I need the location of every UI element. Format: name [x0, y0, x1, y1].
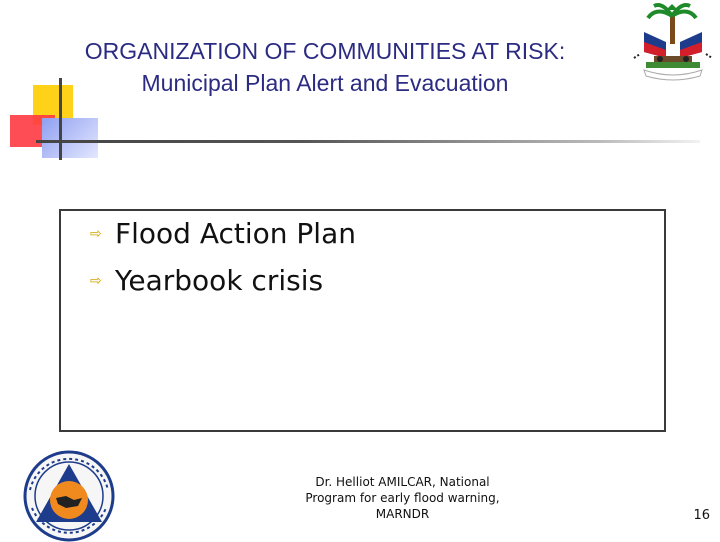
civil-protection-seal-icon — [18, 450, 120, 542]
haiti-coat-of-arms-icon — [630, 2, 716, 84]
decor-horizontal-rule — [36, 140, 700, 143]
bullet-item — [83, 217, 356, 250]
arrow-right-outline-icon: ⇨ — [90, 225, 102, 242]
arrow-right-outline-icon: ⇨ — [90, 272, 102, 289]
footer-credit — [290, 474, 515, 522]
footer-credit-line-2: Program for early flood warning, — [305, 491, 500, 505]
bullet-item-text: Yearbook crisis — [115, 264, 324, 297]
bullet-item-text: Flood Action Plan — [115, 217, 356, 250]
slide-title-line-1: ORGANIZATION OF COMMUNITIES AT RISK: — [84, 38, 566, 64]
footer-credit-line-1: Dr. Helliot AMILCAR, National — [315, 475, 490, 489]
slide-title-line-2: Municipal Plan Alert and Evacuation — [141, 70, 509, 96]
decor-blue-square — [42, 118, 98, 158]
bullet-item — [83, 264, 323, 297]
footer-credit-line-3: MARNDR — [375, 507, 430, 521]
page-number: 16 — [693, 508, 710, 523]
content-box — [59, 209, 666, 432]
